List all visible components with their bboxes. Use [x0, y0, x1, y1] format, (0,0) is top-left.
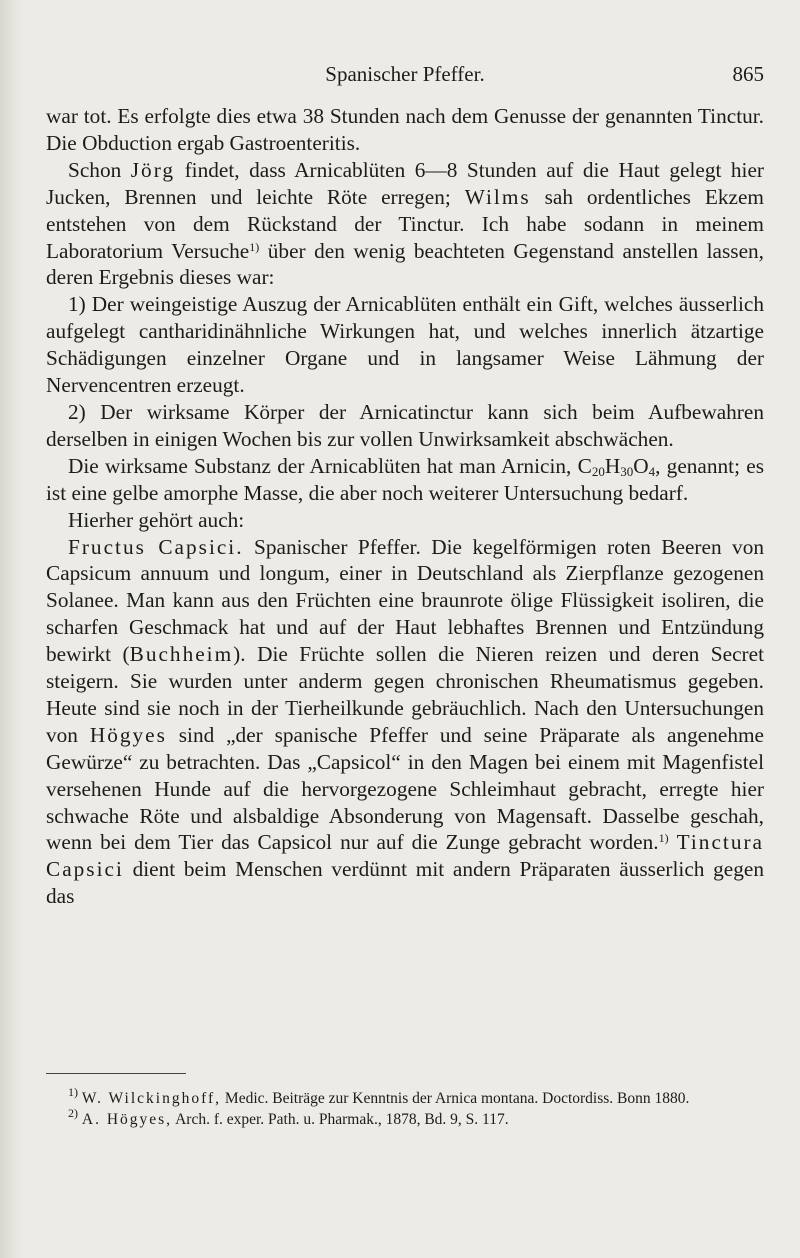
- paragraph: [46, 453, 764, 507]
- paragraph: 1) Der weingeistige Auszug der Arnicablüten enthält ein Gift, welches äusserlich aufgelegt cantharidinähnliche Wirkungen hat, und welches innerlich ätzartige Schädigungen einzelner Organe und in langsamer Weise Lähmung der Nervencentren erzeugt.: [46, 292, 764, 398]
- footnote-ref: 1): [658, 831, 669, 846]
- formula-subscript: 20: [591, 463, 605, 479]
- text-run: Spanischer Pfeffer. Die kegelförmigen roten Beeren von Capsicum annuum und longum, einer in Deutschland als Zierpflanze gezogenen Solanee. Man kann aus den Früchten eine braunrote ölige Flüssigkeit isoliren, die scharfen Geschmack hat und auf der Haut lebhaftes Brennen und Entzündung bewirkt (: [46, 534, 764, 667]
- footnote: [46, 1085, 764, 1110]
- author-name: Buchheim: [129, 642, 234, 667]
- page-header: [46, 60, 764, 90]
- text-run: dient beim Menschen verdünnt mit andern Präparaten äusserlich gegen das: [46, 857, 764, 909]
- text-run: sind „der spanische Pfeffer und seine Präparate als angenehme Gewürze“ zu betrachten. Das „Capsicol“ in den Magen bei einem mit Magenfistel versehenen Hunde auf die hervorgezogene Schleimhaut gebracht, erregte hier schwache Röte und alsbaldige Absonderung von Magensaft. Dasselbe geschah, wenn bei dem Tier das Capsicol nur auf die Zunge gebracht worden.: [46, 722, 764, 855]
- footnote-ref: 1): [249, 239, 260, 254]
- formula-subscript: 30: [620, 463, 634, 479]
- paragraph: [46, 157, 764, 292]
- footnote-mark: 1): [68, 1085, 78, 1099]
- body-text: [46, 103, 764, 910]
- author-name: Jörg: [130, 157, 176, 182]
- page-edge: [0, 0, 22, 1258]
- footnote-mark: 2): [68, 1105, 78, 1120]
- text-run: über den wenig beachteten Gegenstand anstellen lassen, deren Ergebnis dieses war:: [46, 238, 764, 290]
- footnotes: [46, 1085, 764, 1130]
- text-run: H: [604, 453, 621, 478]
- author-name: Wilms: [464, 184, 531, 209]
- paragraph: Hierher gehört auch:: [68, 507, 245, 532]
- footnote-text: Arch. f. exper. Path. u. Pharmak., 1878, Bd. 9, S. 117.: [175, 1110, 509, 1128]
- footnote-rule: [46, 1073, 186, 1074]
- paragraph: 2) Der wirksame Körper der Arnicatinctur kann sich beim Aufbewahren derselben in einigen Wochen bis zur vollen Unwirksamkeit abschwächen.: [46, 399, 764, 451]
- text-run: , genannt; es ist eine gelbe amorphe Masse, die aber noch weiterer Untersuchung bedarf.: [46, 453, 765, 505]
- text-run: Die wirksame Substanz der Arnicablüten hat man Arnicin, C: [68, 453, 592, 478]
- author-name: A. Högyes,: [81, 1110, 173, 1128]
- paragraph: war tot. Es erfolgte dies etwa 38 Stunden nach dem Genusse der genannten Tinctur. Die Obduction ergab Gastroenteritis.: [46, 104, 764, 155]
- text-run: findet, dass Arnicablüten 6—8 Stunden auf die Haut gelegt hier Jucken, Brennen und leichte Röte erregen;: [46, 157, 765, 209]
- text-run: O: [633, 453, 649, 478]
- author-name: W. Wilckinghoff,: [81, 1090, 222, 1107]
- text-run: sah ordentliches Ekzem entstehen von dem Rückstand der Tinctur. Ich habe sodann in meinem Laboratorium Versuche: [46, 184, 764, 263]
- author-name: Högyes: [89, 722, 167, 747]
- paragraph: [46, 534, 764, 911]
- drug-term: Fructus Capsici.: [68, 534, 244, 559]
- drug-term: Tinctura Capsici: [46, 830, 765, 882]
- page-number: 865: [732, 62, 764, 86]
- footnote-text: Medic. Beiträge zur Kenntnis der Arnica montana. Doctordiss. Bonn 1880.: [224, 1090, 690, 1107]
- text-run: ). Die Früchte sollen die Nieren reizen und deren Secret steigern. Sie wurden unter anderm gegen chronischen Rheumatismus gegeben. Heute sind sie noch in der Tierheilkunde gebräuchlich. Nach den Untersuchungen von: [46, 642, 764, 747]
- footnote: [46, 1105, 764, 1131]
- running-head: Spanischer Pfeffer.: [325, 62, 485, 86]
- formula-subscript: 4: [648, 463, 656, 479]
- text-run: Schon: [68, 157, 122, 182]
